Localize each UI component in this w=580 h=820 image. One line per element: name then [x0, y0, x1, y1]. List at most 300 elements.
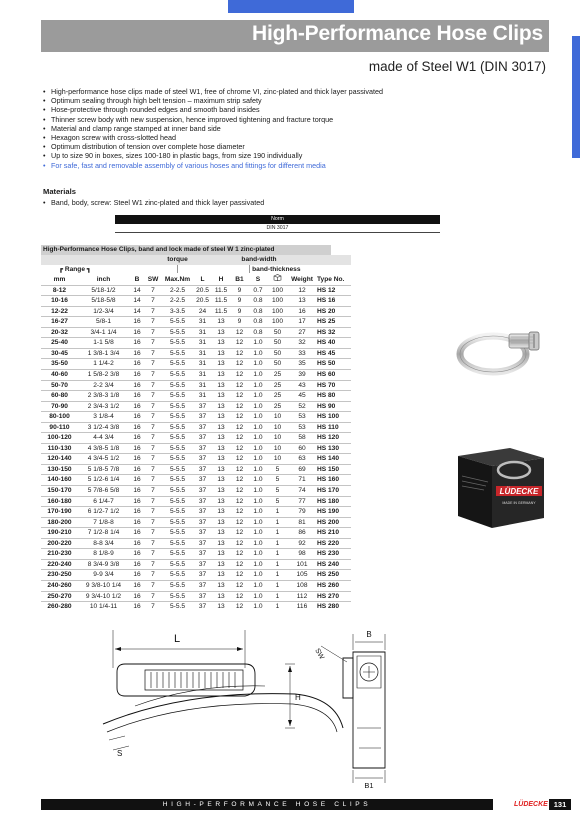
col-header: S: [255, 275, 261, 283]
table-cell: 12: [231, 528, 248, 539]
table-cell: 13: [211, 327, 231, 338]
table-cell: 37: [194, 507, 211, 518]
table-cell: 5-5.5: [161, 602, 194, 612]
table-cell: 16: [129, 517, 145, 528]
table-cell: 31: [194, 370, 211, 381]
materials-text: • Band, body, screw: Steel W1 zinc-plated and thick layer passivated: [43, 198, 264, 207]
table-cell: 100-120: [41, 433, 78, 444]
table-cell: 37: [194, 401, 211, 412]
table-cell: 31: [194, 327, 211, 338]
table-cell: 16: [129, 412, 145, 423]
table-cell: 37: [194, 454, 211, 465]
table-cell: 7: [145, 570, 161, 581]
table-cell: 13: [211, 559, 231, 570]
table-cell: 260-280: [41, 602, 78, 612]
table-cell: 20.5: [194, 285, 211, 296]
table-cell: 37: [194, 412, 211, 423]
table-cell: 14: [129, 306, 145, 317]
feature-item: • Hose-protective through rounded edges and smooth band insides: [43, 105, 543, 114]
table-cell: HS 12: [317, 285, 351, 296]
table-cell: HS 45: [317, 348, 351, 359]
table-cell: 37: [194, 422, 211, 433]
table-cell: 5-5.5: [161, 475, 194, 486]
table-cell: 14: [129, 285, 145, 296]
table-cell: 1.0: [248, 549, 268, 560]
table-cell: 5-5.5: [161, 570, 194, 581]
table-row: [41, 422, 351, 433]
table-cell: 16: [129, 348, 145, 359]
table-cell: 1.0: [248, 507, 268, 518]
table-cell: 1: [268, 591, 287, 602]
table-cell: 7: [145, 602, 161, 612]
table-cell: 1.0: [248, 602, 268, 612]
table-cell: 12: [231, 443, 248, 454]
table-cell: 12: [231, 486, 248, 497]
table-cell: 5-5.5: [161, 359, 194, 370]
table-cell: 1.0: [248, 570, 268, 581]
table-cell: 2 3/4-3 1/2: [78, 401, 129, 412]
table-cell: 1 1/4-2: [78, 359, 129, 370]
table-cell: 40-60: [41, 370, 78, 381]
table-cell: HS 200: [317, 517, 351, 528]
table-cell: 100: [268, 285, 287, 296]
table-cell: 5-5.5: [161, 507, 194, 518]
table-cell: 9 3/4-10 1/2: [78, 591, 129, 602]
table-cell: 105: [287, 570, 317, 581]
table-cell: HS 70: [317, 380, 351, 391]
table-cell: 13: [287, 296, 317, 307]
table-cell: 16: [129, 370, 145, 381]
table-cell: 11.5: [211, 285, 231, 296]
table-row: [41, 517, 351, 528]
table-cell: 1: [268, 570, 287, 581]
table-cell: 12-22: [41, 306, 78, 317]
table-cell: 52: [287, 401, 317, 412]
table-cell: 1: [268, 517, 287, 528]
table-cell: 16: [129, 433, 145, 444]
table-cell: 7: [145, 454, 161, 465]
table-cell: HS 120: [317, 433, 351, 444]
table-cell: HS 210: [317, 528, 351, 539]
table-cell: 16: [129, 317, 145, 328]
table-cell: 230-250: [41, 570, 78, 581]
dim-label-SW: SW: [313, 647, 325, 661]
table-cell: 13: [211, 317, 231, 328]
table-cell: 45: [287, 391, 317, 402]
table-cell: 13: [211, 359, 231, 370]
table-cell: 1.0: [248, 580, 268, 591]
table-cell: 27: [287, 327, 317, 338]
table-cell: 25-40: [41, 338, 78, 349]
table-cell: 5-5.5: [161, 422, 194, 433]
table-cell: 60-80: [41, 391, 78, 402]
table-cell: 32: [287, 338, 317, 349]
table-cell: 16: [129, 602, 145, 612]
table-row: [41, 306, 351, 317]
col-header: inch: [96, 275, 111, 283]
table-cell: HS 100: [317, 412, 351, 423]
table-cell: 120-140: [41, 454, 78, 465]
table-cell: 12: [231, 602, 248, 612]
table-cell: 12: [231, 370, 248, 381]
table-cell: 180-200: [41, 517, 78, 528]
table-cell: 37: [194, 549, 211, 560]
table-row: [41, 433, 351, 444]
table-cell: 7: [145, 528, 161, 539]
table-cell: 5/18-5/8: [78, 296, 129, 307]
range-label: Range: [64, 265, 85, 273]
table-cell: 13: [211, 422, 231, 433]
torque-group-label: torque: [161, 255, 194, 265]
col-header: Max.Nm: [164, 275, 191, 283]
table-cell: 1.0: [248, 359, 268, 370]
table-row: [41, 317, 351, 328]
table-row: [41, 412, 351, 423]
table-cell: 1.0: [248, 475, 268, 486]
table-cell: 5-5.5: [161, 464, 194, 475]
table-cell: 12: [231, 433, 248, 444]
table-cell: 0.7: [248, 285, 268, 296]
table-cell: 8 1/8-9: [78, 549, 129, 560]
feature-list: [43, 87, 543, 170]
table-cell: 13: [211, 570, 231, 581]
table-cell: 37: [194, 475, 211, 486]
table-cell: 5/18-1/2: [78, 285, 129, 296]
table-cell: 1/2-3/4: [78, 306, 129, 317]
packaging-box-photo: [452, 436, 550, 533]
table-cell: 12: [231, 327, 248, 338]
table-cell: 13: [211, 486, 231, 497]
table-cell: 5: [268, 496, 287, 507]
spec-table-section: [41, 245, 345, 612]
table-cell: 31: [194, 391, 211, 402]
table-cell: 200-220: [41, 538, 78, 549]
table-cell: 5-5.5: [161, 538, 194, 549]
table-cell: 53: [287, 412, 317, 423]
col-header: mm: [53, 275, 66, 283]
table-cell: 16: [129, 359, 145, 370]
table-cell: 9: [231, 306, 248, 317]
band-thickness-group: │band-thickness: [248, 265, 301, 273]
table-cell: 81: [287, 517, 317, 528]
table-row: [41, 370, 351, 381]
table-header-row: [41, 274, 351, 285]
table-cell: 9: [231, 285, 248, 296]
table-cell: 5-5.5: [161, 370, 194, 381]
table-cell: 5-5.5: [161, 348, 194, 359]
table-row: [41, 285, 351, 296]
feature-item-highlight: • For safe, fast and removable assembly of various hoses and fittings for different media: [43, 161, 543, 170]
table-row: [41, 559, 351, 570]
table-cell: 10: [268, 412, 287, 423]
table-cell: 1.0: [248, 443, 268, 454]
table-cell: 1: [268, 528, 287, 539]
table-cell: 108: [287, 580, 317, 591]
table-cell: 101: [287, 559, 317, 570]
table-row: [41, 296, 351, 307]
table-cell: 4-4 3/4: [78, 433, 129, 444]
table-row: [41, 538, 351, 549]
table-cell: 5-5.5: [161, 412, 194, 423]
norm-box: [115, 215, 440, 233]
table-cell: 13: [211, 528, 231, 539]
table-cell: HS 60: [317, 370, 351, 381]
table-row: [41, 528, 351, 539]
table-cell: 5-5.5: [161, 380, 194, 391]
table-cell: 37: [194, 496, 211, 507]
table-cell: 9: [231, 317, 248, 328]
table-cell: 16: [129, 464, 145, 475]
table-cell: 5-5.5: [161, 549, 194, 560]
table-cell: 6 1/2-7 1/2: [78, 507, 129, 518]
table-cell: 13: [211, 380, 231, 391]
spec-table: [41, 255, 351, 612]
table-cell: 37: [194, 464, 211, 475]
table-cell: 37: [194, 433, 211, 444]
table-cell: 12: [231, 475, 248, 486]
table-cell: HS 240: [317, 559, 351, 570]
table-cell: 7: [145, 422, 161, 433]
table-cell: 190-210: [41, 528, 78, 539]
table-cell: 16: [129, 454, 145, 465]
dim-label-S: S: [117, 749, 123, 758]
table-cell: 1.0: [248, 486, 268, 497]
table-cell: 12: [231, 591, 248, 602]
table-cell: 7: [145, 380, 161, 391]
col-header: SW: [147, 275, 159, 283]
table-cell: HS 190: [317, 507, 351, 518]
table-cell: 16: [129, 401, 145, 412]
table-cell: 16: [129, 443, 145, 454]
col-header: H: [218, 275, 224, 283]
table-cell: 1.0: [248, 433, 268, 444]
table-cell: 25: [268, 370, 287, 381]
table-cell: 12: [231, 412, 248, 423]
table-cell: 50: [268, 338, 287, 349]
table-cell: 7: [145, 496, 161, 507]
table-row: [41, 570, 351, 581]
table-cell: 13: [211, 338, 231, 349]
table-cell: 5-5.5: [161, 454, 194, 465]
table-cell: HS 50: [317, 359, 351, 370]
table-cell: 11.5: [211, 306, 231, 317]
table-cell: 13: [211, 496, 231, 507]
table-cell: 16: [129, 422, 145, 433]
table-row: [41, 338, 351, 349]
col-header: B1: [235, 275, 244, 283]
table-cell: 16: [129, 475, 145, 486]
table-cell: 12: [231, 338, 248, 349]
table-cell: 13: [211, 370, 231, 381]
table-cell: 39: [287, 370, 317, 381]
table-cell: 77: [287, 496, 317, 507]
table-cell: 5-5.5: [161, 391, 194, 402]
table-cell: 58: [287, 433, 317, 444]
table-cell: 35: [287, 359, 317, 370]
table-cell: 16: [129, 338, 145, 349]
table-cell: 100: [268, 296, 287, 307]
table-cell: 37: [194, 517, 211, 528]
table-cell: 37: [194, 486, 211, 497]
table-cell: 13: [211, 602, 231, 612]
table-cell: 0.8: [248, 327, 268, 338]
table-cell: 16: [129, 591, 145, 602]
table-cell: 2-2.5: [161, 296, 194, 307]
table-cell: 1: [268, 549, 287, 560]
table-cell: 1: [268, 538, 287, 549]
table-row: [41, 327, 351, 338]
table-cell: 20.5: [194, 296, 211, 307]
feature-item: • High-performance hose clips made of steel W1, free of chrome VI, zinc-plated and thick layer passivated: [43, 87, 543, 96]
dim-label-H: H: [295, 693, 301, 702]
table-cell: 1.0: [248, 528, 268, 539]
table-cell: 7: [145, 433, 161, 444]
table-row: [41, 496, 351, 507]
table-cell: 1.0: [248, 348, 268, 359]
table-row: [41, 507, 351, 518]
feature-item: • Up to size 90 in boxes, sizes 100-180 in plastic bags, from size 190 individually: [43, 151, 543, 160]
table-cell: 5-5.5: [161, 401, 194, 412]
table-cell: 150-170: [41, 486, 78, 497]
table-cell: 37: [194, 602, 211, 612]
table-cell: 13: [211, 580, 231, 591]
table-cell: 7: [145, 359, 161, 370]
table-cell: 1: [268, 580, 287, 591]
table-cell: 6 1/4-7: [78, 496, 129, 507]
table-cell: 7: [145, 507, 161, 518]
side-accent-tab: [572, 36, 580, 158]
bracket-right-icon: ┓: [86, 265, 91, 273]
table-cell: 86: [287, 528, 317, 539]
table-cell: 12: [231, 464, 248, 475]
table-cell: 10-16: [41, 296, 78, 307]
table-group-row: [41, 255, 351, 265]
table-cell: 12: [231, 570, 248, 581]
table-cell: 1.0: [248, 391, 268, 402]
table-cell: 5-5.5: [161, 327, 194, 338]
table-cell: 12: [231, 401, 248, 412]
table-cell: 8-8 3/4: [78, 538, 129, 549]
feature-item: • Hexagon screw with cross-slotted head: [43, 133, 543, 142]
table-cell: HS 130: [317, 443, 351, 454]
table-row: [41, 602, 351, 612]
col-header: B: [134, 275, 140, 283]
box-icon: [268, 274, 287, 285]
table-cell: 16: [129, 538, 145, 549]
table-cell: 9 3/8-10 1/4: [78, 580, 129, 591]
table-cell: 1.0: [248, 517, 268, 528]
table-cell: 25: [268, 391, 287, 402]
table-cell: HS 110: [317, 422, 351, 433]
table-cell: 7: [145, 317, 161, 328]
table-cell: 5/8-1: [78, 317, 129, 328]
range-group: [41, 265, 129, 275]
table-cell: 5-5.5: [161, 517, 194, 528]
table-cell: 220-240: [41, 559, 78, 570]
table-cell: HS 150: [317, 464, 351, 475]
table-cell: 80-100: [41, 412, 78, 423]
table-cell: 140-160: [41, 475, 78, 486]
table-cell: 16: [129, 391, 145, 402]
table-cell: 50: [268, 359, 287, 370]
table-cell: 1.0: [248, 559, 268, 570]
table-cell: 37: [194, 443, 211, 454]
table-cell: HS 230: [317, 549, 351, 560]
table-cell: 10: [268, 422, 287, 433]
table-cell: 12: [231, 496, 248, 507]
table-cell: 60: [287, 443, 317, 454]
table-cell: 1 5/8-2 3/8: [78, 370, 129, 381]
dim-label-B1: B1: [364, 781, 374, 788]
col-header: Type No.: [317, 275, 345, 283]
table-cell: 37: [194, 538, 211, 549]
table-cell: 4 3/8-5 1/8: [78, 443, 129, 454]
table-cell: 1.0: [248, 591, 268, 602]
table-cell: 5: [268, 486, 287, 497]
table-cell: 7: [145, 327, 161, 338]
table-cell: 5-5.5: [161, 433, 194, 444]
table-cell: 50-70: [41, 380, 78, 391]
table-cell: HS 220: [317, 538, 351, 549]
hose-clip-photo: [455, 325, 543, 377]
table-cell: 43: [287, 380, 317, 391]
table-row: [41, 391, 351, 402]
table-cell: 250-270: [41, 591, 78, 602]
table-cell: 170-190: [41, 507, 78, 518]
table-cell: 31: [194, 348, 211, 359]
col-header: Weight: [291, 275, 313, 283]
table-cell: 5-5.5: [161, 486, 194, 497]
table-cell: 1.0: [248, 412, 268, 423]
table-cell: 16: [129, 549, 145, 560]
table-cell: HS 250: [317, 570, 351, 581]
table-cell: HS 16: [317, 296, 351, 307]
table-cell: 13: [211, 454, 231, 465]
page-number: 131: [549, 799, 571, 810]
table-cell: 2 3/8-3 1/8: [78, 391, 129, 402]
table-cell: 7: [145, 391, 161, 402]
norm-value: DIN 3017: [115, 224, 440, 233]
bracket-left-icon: ┏: [59, 265, 63, 273]
table-cell: 35-50: [41, 359, 78, 370]
table-cell: 8 3/4-9 3/8: [78, 559, 129, 570]
table-row: [41, 486, 351, 497]
table-cell: HS 270: [317, 591, 351, 602]
table-cell: 13: [211, 549, 231, 560]
table-cell: 9: [231, 296, 248, 307]
footer-brand-logo: LÜDECKE: [514, 801, 548, 808]
table-cell: 7: [145, 559, 161, 570]
table-cell: 10: [268, 454, 287, 465]
table-cell: 4 3/4-5 1/2: [78, 454, 129, 465]
table-cell: 7: [145, 591, 161, 602]
table-cell: 1.0: [248, 538, 268, 549]
table-cell: 5-5.5: [161, 317, 194, 328]
table-cell: 7: [145, 549, 161, 560]
table-cell: 7: [145, 370, 161, 381]
table-cell: HS 90: [317, 401, 351, 412]
feature-item: • Optimum sealing through high belt tension – maximum strip safety: [43, 96, 543, 105]
table-cell: 3 1/8-4: [78, 412, 129, 423]
table-cell: 20-32: [41, 327, 78, 338]
dim-label-B: B: [366, 630, 372, 639]
table-cell: 1.0: [248, 401, 268, 412]
table-cell: HS 280: [317, 602, 351, 612]
table-cell: 160-180: [41, 496, 78, 507]
table-row: [41, 380, 351, 391]
table-cell: 5-5.5: [161, 580, 194, 591]
technical-drawing: [95, 628, 515, 788]
